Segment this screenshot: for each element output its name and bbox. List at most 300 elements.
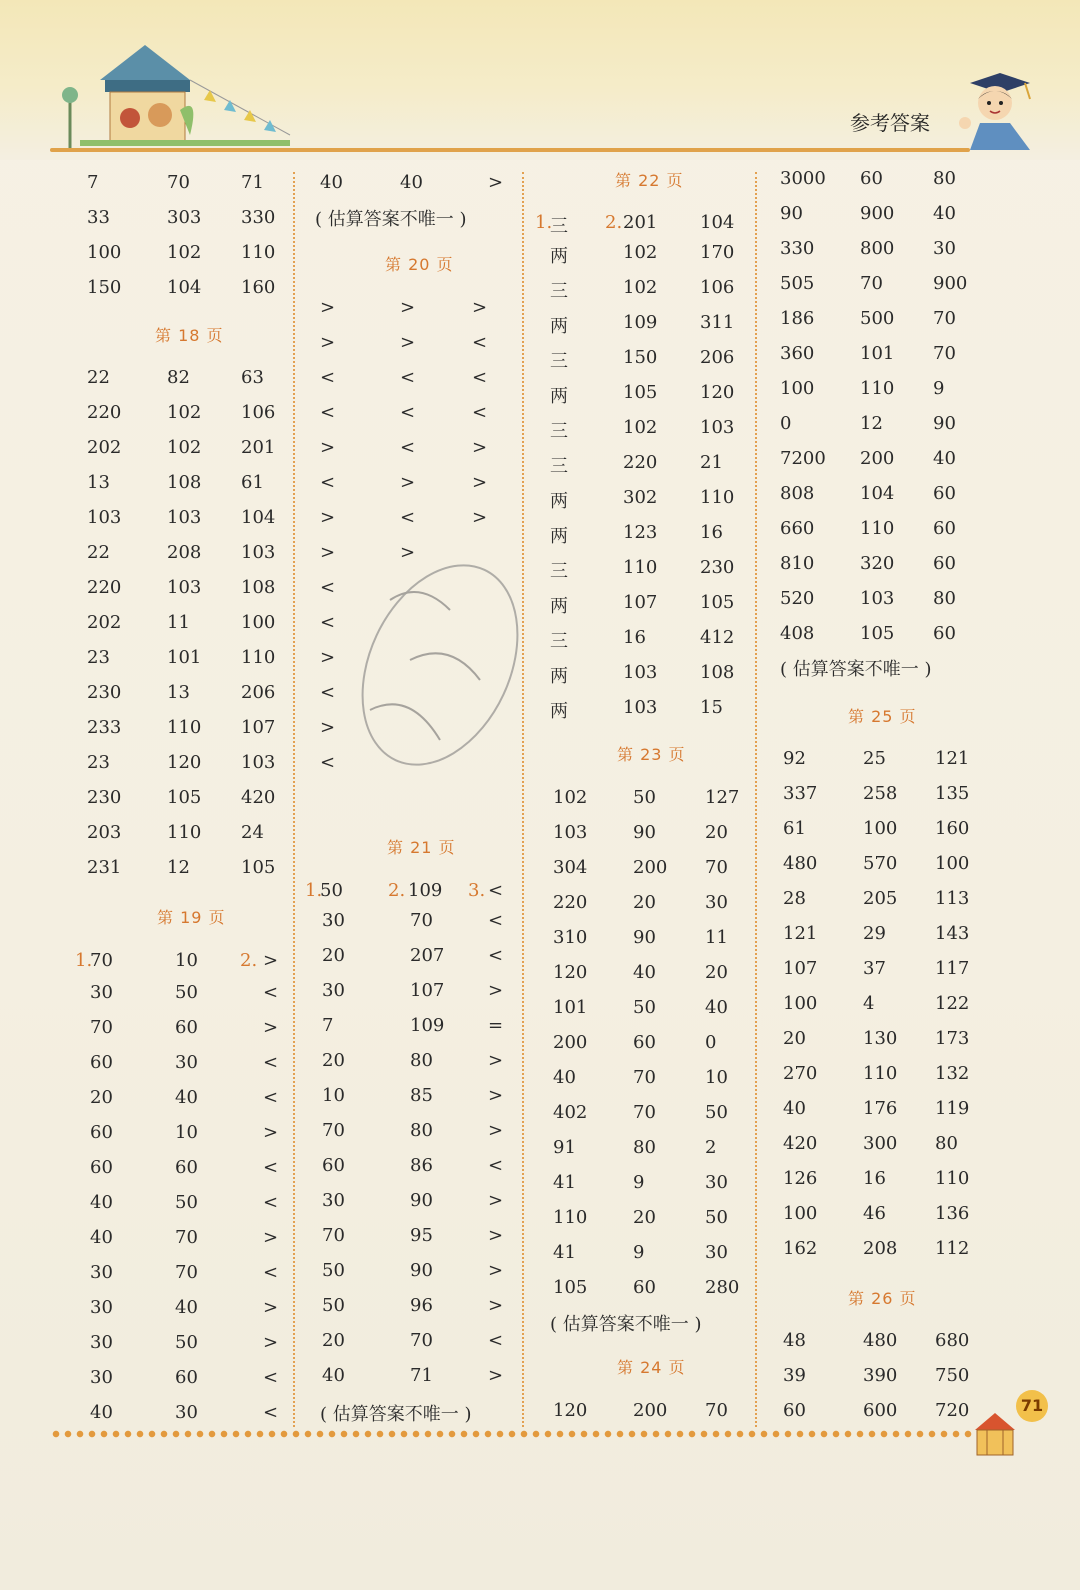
estimate-note: ( 估算答案不唯一 )	[315, 209, 467, 230]
answer-cell: <	[263, 1367, 279, 1388]
answer-row	[535, 1032, 750, 1060]
answer-row	[75, 437, 290, 465]
answer-row	[310, 297, 520, 325]
answer-cell: 40	[90, 1192, 113, 1213]
answer-cell: 10	[322, 1085, 345, 1106]
answer-cell: 220	[553, 892, 588, 913]
answer-row	[75, 1017, 290, 1045]
answer-row	[775, 448, 985, 476]
answer-row	[775, 413, 985, 441]
answer-cell: 95	[410, 1225, 433, 1246]
answer-row	[75, 717, 290, 745]
answer-cell: 110	[167, 822, 202, 843]
answer-cell: 505	[780, 273, 815, 294]
answer-cell: 230	[87, 787, 122, 808]
answer-cell: 40	[175, 1297, 198, 1318]
answer-cell: 900	[860, 203, 895, 224]
answer-cell: 61	[783, 818, 806, 839]
answer-cell: 162	[783, 1238, 818, 1259]
answer-row	[535, 1102, 750, 1130]
answer-row	[535, 787, 750, 815]
answer-cell: 85	[410, 1085, 433, 1106]
answer-row	[310, 1330, 520, 1358]
estimate-note: ( 估算答案不唯一 )	[320, 1404, 472, 1425]
answer-cell: 两	[550, 316, 568, 337]
answer-cell: 106	[700, 277, 735, 298]
answer-cell: 303	[167, 207, 202, 228]
answer-row	[310, 1155, 520, 1183]
answer-cell: 30	[90, 1367, 113, 1388]
answer-cell: <	[488, 910, 504, 931]
answer-cell: 3.	[468, 880, 486, 901]
answer-row	[310, 945, 520, 973]
page-heading-26: 第 26 页	[848, 1289, 917, 1308]
answer-cell: 70	[933, 308, 956, 329]
answer-cell: 270	[783, 1063, 818, 1084]
small-carousel-icon	[965, 1405, 1025, 1465]
answer-cell: 三	[550, 561, 568, 582]
answer-row	[535, 382, 750, 410]
answer-cell: 70	[90, 1017, 113, 1038]
answer-cell: 100	[783, 993, 818, 1014]
answer-cell: >	[488, 1295, 504, 1316]
answer-cell: >	[263, 1297, 279, 1318]
answer-row	[75, 472, 290, 500]
answer-row	[775, 1133, 985, 1161]
answer-cell: 50	[705, 1102, 728, 1123]
page-heading-19: 第 19 页	[157, 908, 226, 927]
answer-row	[310, 577, 520, 605]
answer-row	[310, 1085, 520, 1113]
answer-cell: 三	[550, 281, 568, 302]
answer-cell: 两	[550, 246, 568, 267]
answer-cell: 7	[87, 172, 99, 193]
answer-cell: 23	[87, 752, 110, 773]
answer-cell: 120	[553, 1400, 588, 1421]
answer-cell: 50	[322, 1260, 345, 1281]
answer-cell: 60	[633, 1032, 656, 1053]
answer-cell: 两	[550, 491, 568, 512]
answer-cell: >	[400, 297, 416, 318]
answer-cell: 160	[241, 277, 276, 298]
answer-cell: 16	[863, 1168, 886, 1189]
answer-row	[535, 452, 750, 480]
answer-cell: 200	[553, 1032, 588, 1053]
answer-cell: >	[488, 1190, 504, 1211]
page-heading-24: 第 24 页	[617, 1358, 686, 1377]
answer-row	[775, 888, 985, 916]
answer-row	[535, 892, 750, 920]
answer-cell: 173	[935, 1028, 970, 1049]
answer-cell: <	[400, 437, 416, 458]
answer-cell: 390	[863, 1365, 898, 1386]
page-title: 参考答案	[850, 111, 930, 135]
answer-cell: 808	[780, 483, 815, 504]
answer-cell: 220	[623, 452, 658, 473]
estimate-note: ( 估算答案不唯一 )	[780, 659, 932, 680]
answer-cell: 1.	[305, 880, 323, 901]
answer-cell: 40	[705, 997, 728, 1018]
answer-cell: 320	[860, 553, 895, 574]
answer-cell: 20	[705, 962, 728, 983]
answer-cell: 800	[860, 238, 895, 259]
answer-cell: 120	[167, 752, 202, 773]
answer-cell: 20	[322, 1050, 345, 1071]
answer-cell: >	[488, 1365, 504, 1386]
answer-cell: 102	[167, 437, 202, 458]
answer-row	[535, 997, 750, 1025]
answer-cell: >	[472, 472, 488, 493]
answer-cell: 231	[87, 857, 122, 878]
answer-cell: 500	[860, 308, 895, 329]
answer-cell: 41	[553, 1242, 576, 1263]
answer-cell: 30	[933, 238, 956, 259]
answer-cell: 103	[623, 662, 658, 683]
answer-row	[775, 1365, 985, 1393]
answer-cell: >	[488, 980, 504, 1001]
answer-row	[75, 822, 290, 850]
answer-cell: >	[263, 1122, 279, 1143]
answer-cell: 176	[863, 1098, 898, 1119]
answer-cell: 三	[550, 631, 568, 652]
answer-cell: >	[472, 297, 488, 318]
answer-cell: 60	[90, 1052, 113, 1073]
answer-cell: 30	[90, 982, 113, 1003]
answer-cell: 113	[935, 888, 970, 909]
answer-cell: 280	[705, 1277, 740, 1298]
answer-row	[75, 1192, 290, 1220]
answer-cell: 30	[322, 910, 345, 931]
answer-cell: 102	[553, 787, 588, 808]
page-heading-20: 第 20 页	[385, 255, 454, 274]
answer-cell: >	[320, 647, 336, 668]
answer-row	[305, 880, 520, 908]
answer-cell: 60	[90, 1157, 113, 1178]
answer-cell: 203	[87, 822, 122, 843]
answer-cell: 750	[935, 1365, 970, 1386]
answer-cell: 71	[410, 1365, 433, 1386]
answer-cell: 两	[550, 701, 568, 722]
answer-cell: 60	[633, 1277, 656, 1298]
scholar-boy-icon	[955, 65, 1045, 155]
answer-cell: >	[488, 172, 504, 193]
answer-cell: 46	[863, 1203, 886, 1224]
answer-cell: 230	[700, 557, 735, 578]
answer-row	[775, 1400, 985, 1428]
answer-cell: 310	[553, 927, 588, 948]
answer-row	[535, 312, 750, 340]
answer-cell: 100	[783, 1203, 818, 1224]
answer-cell: 100	[241, 612, 276, 633]
answer-cell: 92	[783, 748, 806, 769]
answer-row	[310, 1365, 520, 1393]
answer-cell: 122	[935, 993, 970, 1014]
answer-cell: 23	[87, 647, 110, 668]
answer-row	[775, 1063, 985, 1091]
answer-cell: 360	[780, 343, 815, 364]
answer-cell: 40	[933, 203, 956, 224]
answer-cell: 103	[167, 507, 202, 528]
answer-cell: <	[320, 752, 336, 773]
answer-cell: 两	[550, 666, 568, 687]
answer-cell: <	[263, 1402, 279, 1423]
answer-cell: 63	[241, 367, 264, 388]
answer-row	[310, 1225, 520, 1253]
answer-cell: >	[472, 507, 488, 528]
answer-cell: <	[400, 402, 416, 423]
answer-cell: 80	[933, 588, 956, 609]
answer-row	[535, 822, 750, 850]
answer-cell: 7200	[780, 448, 826, 469]
answer-cell: 30	[90, 1297, 113, 1318]
answer-cell: 810	[780, 553, 815, 574]
answer-row	[310, 172, 520, 200]
answer-cell: <	[263, 982, 279, 1003]
answer-row	[310, 1120, 520, 1148]
answer-row	[310, 437, 520, 465]
answer-cell: >	[488, 1260, 504, 1281]
answer-cell: 105	[860, 623, 895, 644]
answer-cell: <	[263, 1262, 279, 1283]
answer-row	[310, 402, 520, 430]
answer-cell: 30	[175, 1402, 198, 1423]
answer-row	[75, 277, 290, 305]
answer-row	[75, 242, 290, 270]
answer-cell: 15	[700, 697, 723, 718]
answer-cell: 104	[860, 483, 895, 504]
answer-cell: 20	[633, 1207, 656, 1228]
answer-row	[775, 853, 985, 881]
answer-row	[535, 522, 750, 550]
answer-cell: 480	[783, 853, 818, 874]
answer-cell: 200	[633, 1400, 668, 1421]
answer-cell: 100	[863, 818, 898, 839]
answer-cell: 110	[860, 378, 895, 399]
answer-cell: <	[320, 612, 336, 633]
answer-row	[775, 748, 985, 776]
answer-row	[75, 542, 290, 570]
answer-cell: 30	[705, 892, 728, 913]
page-heading-21: 第 21 页	[387, 838, 456, 857]
answer-cell: <	[488, 945, 504, 966]
answer-cell: 60	[175, 1157, 198, 1178]
answer-cell: 102	[623, 417, 658, 438]
answer-cell: 107	[241, 717, 276, 738]
answer-cell: >	[320, 717, 336, 738]
answer-cell: 123	[623, 522, 658, 543]
answer-row	[75, 1367, 290, 1395]
answer-cell: <	[400, 507, 416, 528]
answer-cell: 50	[633, 997, 656, 1018]
answer-cell: 96	[410, 1295, 433, 1316]
answer-cell: 412	[700, 627, 735, 648]
page-header	[0, 0, 1080, 160]
answer-cell: 12	[860, 413, 883, 434]
answer-cell: 10	[175, 1122, 198, 1143]
page-heading-23: 第 23 页	[617, 745, 686, 764]
answer-cell: 40	[320, 172, 343, 193]
answer-cell: 101	[553, 997, 588, 1018]
answer-cell: 12	[167, 857, 190, 878]
answer-cell: 112	[935, 1238, 970, 1259]
answer-cell: <	[263, 1087, 279, 1108]
answer-cell: <	[488, 880, 504, 901]
answer-cell: 108	[167, 472, 202, 493]
answer-row	[535, 277, 750, 305]
answer-cell: 103	[167, 577, 202, 598]
answer-row	[535, 1242, 750, 1270]
answer-cell: 220	[87, 402, 122, 423]
answer-cell: 110	[623, 557, 658, 578]
answer-cell: 233	[87, 717, 122, 738]
answer-cell: 40	[933, 448, 956, 469]
answer-cell: 2.	[605, 212, 623, 233]
answer-row	[310, 332, 520, 360]
answer-cell: 70	[633, 1102, 656, 1123]
answer-cell: 70	[322, 1225, 345, 1246]
answer-cell: 311	[700, 312, 735, 333]
answer-cell: 102	[167, 242, 202, 263]
answer-row	[535, 1277, 750, 1305]
page-heading-18: 第 18 页	[155, 326, 224, 345]
answer-cell: 70	[860, 273, 883, 294]
answer-cell: 110	[553, 1207, 588, 1228]
answer-cell: 20	[90, 1087, 113, 1108]
answer-row	[310, 1190, 520, 1218]
answer-cell: 90	[633, 927, 656, 948]
answer-cell: 3000	[780, 168, 826, 189]
answer-cell: 110	[241, 647, 276, 668]
answer-row	[75, 752, 290, 780]
answer-cell: 4	[863, 993, 875, 1014]
answer-cell: <	[320, 577, 336, 598]
answer-row	[75, 1402, 290, 1430]
answer-cell: 两	[550, 526, 568, 547]
answer-cell: 30	[705, 1172, 728, 1193]
answer-cell: 101	[860, 343, 895, 364]
answer-row	[535, 1137, 750, 1165]
answer-cell: 70	[167, 172, 190, 193]
answer-row	[310, 472, 520, 500]
answer-row	[310, 612, 520, 640]
answer-cell: 11	[167, 612, 190, 633]
answer-row	[775, 1168, 985, 1196]
answer-cell: 22	[87, 542, 110, 563]
answer-row	[75, 647, 290, 675]
answer-cell: 126	[783, 1168, 818, 1189]
answer-cell: 103	[860, 588, 895, 609]
answer-cell: 9	[633, 1242, 645, 1263]
answer-cell: 70	[633, 1067, 656, 1088]
answer-cell: 103	[700, 417, 735, 438]
answer-cell: 202	[87, 612, 122, 633]
answer-cell: 50	[175, 1332, 198, 1353]
answer-cell: 50	[705, 1207, 728, 1228]
answer-row	[310, 980, 520, 1008]
answer-cell: 150	[87, 277, 122, 298]
answer-cell: 28	[783, 888, 806, 909]
answer-cell: 80	[933, 168, 956, 189]
answer-cell: 121	[783, 923, 818, 944]
answer-cell: 110	[860, 518, 895, 539]
answer-cell: <	[400, 367, 416, 388]
answer-row	[310, 752, 520, 780]
answer-cell: 2.	[240, 950, 258, 971]
answer-row	[535, 557, 750, 585]
answer-cell: 109	[408, 880, 443, 901]
answer-cell: 110	[935, 1168, 970, 1189]
answer-row	[310, 1015, 520, 1043]
answer-cell: 143	[935, 923, 970, 944]
answer-cell: 220	[87, 577, 122, 598]
answer-row	[310, 367, 520, 395]
answer-cell: 105	[241, 857, 276, 878]
answer-cell: 258	[863, 783, 898, 804]
answer-cell: <	[472, 332, 488, 353]
answer-row	[535, 1400, 750, 1428]
answer-cell: 90	[410, 1260, 433, 1281]
answer-cell: 30	[90, 1262, 113, 1283]
answer-cell: 304	[553, 857, 588, 878]
answer-cell: 两	[550, 386, 568, 407]
answer-cell: 102	[623, 242, 658, 263]
answer-cell: >	[263, 1227, 279, 1248]
answer-cell: 70	[410, 910, 433, 931]
answer-cell: <	[320, 682, 336, 703]
answer-cell: 60	[933, 518, 956, 539]
answer-row	[75, 857, 290, 885]
answer-cell: 186	[780, 308, 815, 329]
answer-cell: <	[472, 402, 488, 423]
answer-row	[75, 787, 290, 815]
answer-cell: 102	[167, 402, 202, 423]
answer-row	[775, 168, 985, 196]
answer-cell: 135	[935, 783, 970, 804]
answer-cell: 100	[780, 378, 815, 399]
answer-cell: 33	[87, 207, 110, 228]
answer-cell: 302	[623, 487, 658, 508]
answer-cell: >	[320, 437, 336, 458]
answer-cell: 107	[410, 980, 445, 1001]
answer-row	[775, 1098, 985, 1126]
answer-cell: >	[320, 542, 336, 563]
footer-dotted-rule	[50, 1430, 980, 1438]
answer-cell: >	[400, 332, 416, 353]
answer-row	[75, 207, 290, 235]
answer-cell: <	[320, 402, 336, 423]
column-divider-2	[522, 172, 524, 1427]
answer-row	[775, 553, 985, 581]
answer-cell: 60	[90, 1122, 113, 1143]
answer-cell: 30	[705, 1242, 728, 1263]
answer-cell: 20	[705, 822, 728, 843]
answer-cell: <	[488, 1330, 504, 1351]
answer-cell: 60	[933, 623, 956, 644]
answer-cell: 330	[241, 207, 276, 228]
answer-cell: 70	[322, 1120, 345, 1141]
answer-cell: 420	[783, 1133, 818, 1154]
answer-cell: <	[472, 367, 488, 388]
answer-cell: 100	[87, 242, 122, 263]
answer-row	[775, 308, 985, 336]
answer-cell: 90	[780, 203, 803, 224]
page-heading-25: 第 25 页	[848, 707, 917, 726]
answer-cell: 330	[780, 238, 815, 259]
answer-cell: 22	[87, 367, 110, 388]
column-divider-1	[293, 172, 295, 1427]
answer-row	[75, 950, 290, 978]
answer-row	[75, 1297, 290, 1325]
